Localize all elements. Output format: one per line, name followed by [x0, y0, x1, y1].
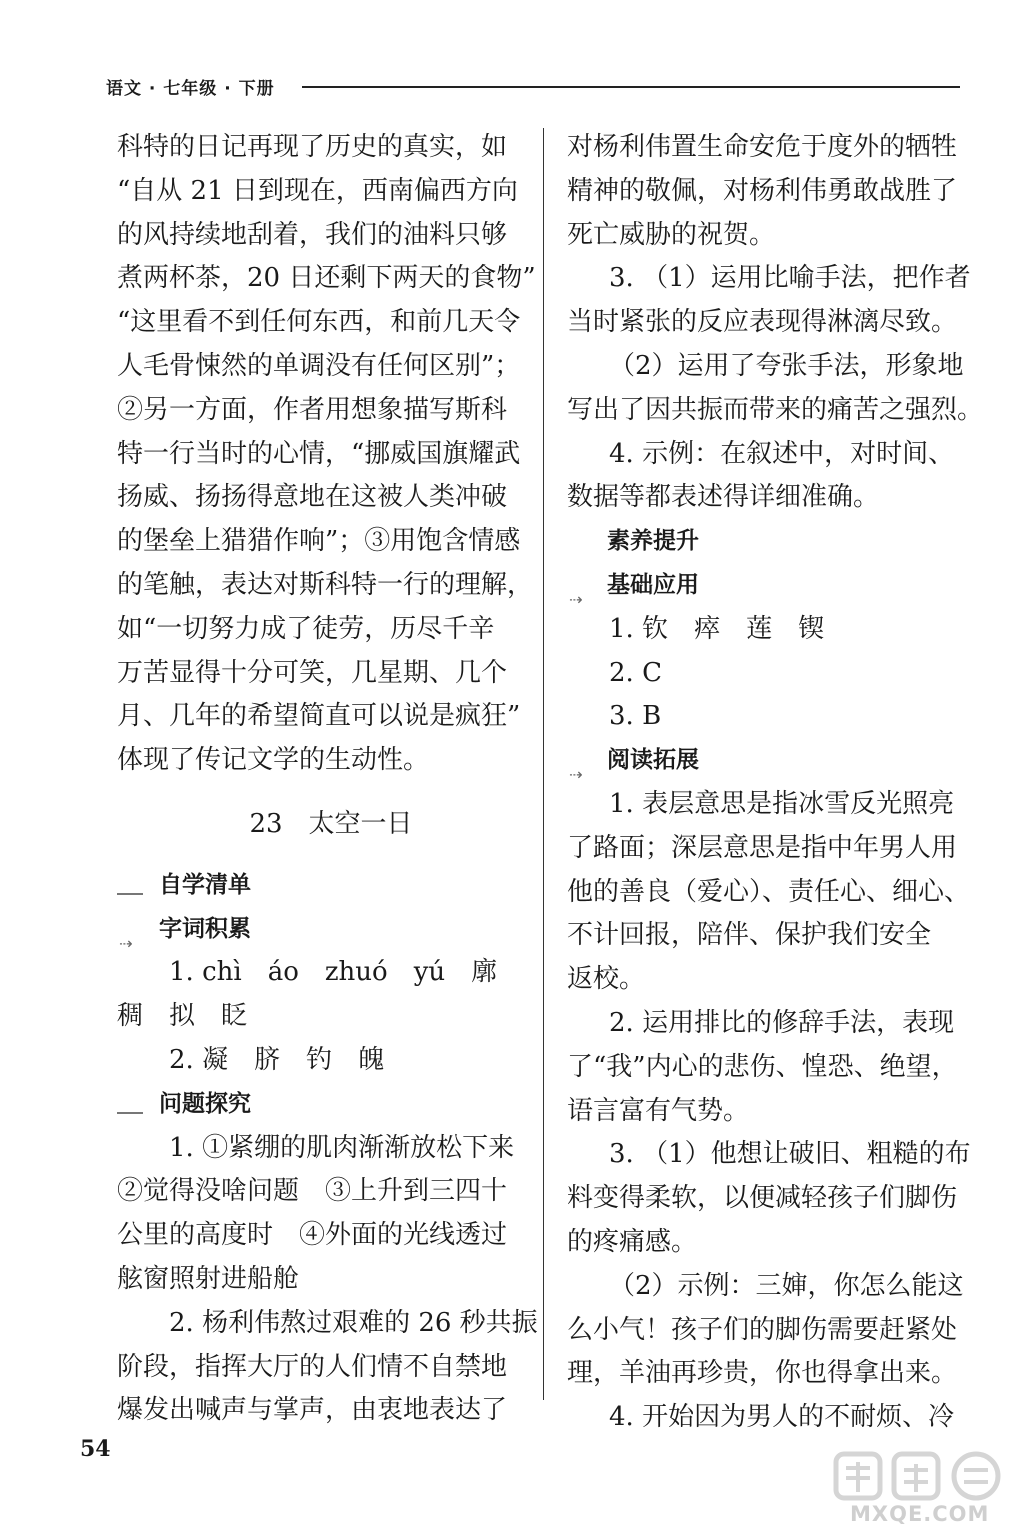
text-line: 精神的敬佩，对杨利伟勇敢战胜了	[567, 175, 958, 206]
text-line: 死亡威胁的祝贺。	[567, 219, 776, 250]
text-line: 返校。	[567, 964, 646, 995]
watermark-logo	[832, 1448, 1008, 1528]
subsection-heading-reading	[567, 739, 977, 783]
text-line: 他的善良（爱心）、责任心、细心、	[567, 876, 971, 907]
subsection-label: 阅读拓展	[607, 747, 699, 774]
text-line: 公里的高度时 ④外面的光线透过	[117, 1220, 508, 1251]
text-line: 1. 表层意思是指冰雪反光照亮	[609, 788, 955, 819]
right-column	[567, 126, 984, 1433]
text-line: “这里看不到任何东西，和前几天令	[117, 307, 521, 338]
text-line: 理，羊油再珍贵，你也得拿出来。	[567, 1358, 958, 1389]
text-line: 万苦显得十分可笑，几星期、几个	[117, 657, 508, 688]
left-column	[117, 126, 538, 1426]
column-divider	[543, 128, 544, 1400]
text-line: 数据等都表述得详细准确。	[567, 482, 880, 513]
page-header	[106, 72, 960, 102]
watermark-text: MXQE.COM	[850, 1502, 990, 1526]
answer-item-e2	[567, 1002, 977, 1133]
text-line: 特一行当时的心情，“挪威国旗耀武	[117, 438, 521, 469]
text-line: 4. 开始因为男人的不耐烦、冷	[609, 1402, 955, 1433]
text-line: 3. （1）他想让破旧、粗糙的布	[609, 1139, 971, 1170]
answer-item: 1. 钦 瘁 莲 锲	[609, 613, 825, 644]
answer-item: 2. C	[609, 657, 662, 688]
text-line: 1. ①紧绷的肌肉渐渐放松下来	[169, 1132, 515, 1163]
section-label: 自学清单	[159, 871, 251, 898]
section-heading-literacy: 素养提升	[607, 528, 699, 555]
answer-item: 3. B	[609, 701, 662, 732]
answer-paragraph-continued	[117, 126, 536, 783]
answer-item-q2	[117, 1302, 538, 1433]
arrow-marker-icon: ⇢	[119, 933, 133, 953]
text-line: 的疼痛感。	[567, 1226, 698, 1257]
text-line: （2）运用了夸张手法，形象地	[609, 350, 964, 381]
answer-item-q4	[567, 433, 977, 521]
answer-item-q2-continued	[567, 126, 977, 257]
text-line: 对杨利伟置生命安危于度外的牺牲	[567, 132, 958, 162]
text-line: 体现了传记文学的生动性。	[117, 745, 430, 776]
subsection-heading-basic	[567, 564, 977, 608]
header-rule	[302, 86, 960, 88]
subsection-label: 字词积累	[159, 915, 251, 942]
lesson-title: 23 太空一日	[249, 808, 413, 839]
answer-item: 1. chì áo zhuó yú 廓	[169, 957, 498, 988]
answer-item-q3	[567, 257, 984, 432]
answer-item: 2. 凝 脐 钓 魄	[169, 1044, 385, 1075]
text-line: 阶段，指挥大厅的人们情不自禁地	[117, 1351, 508, 1382]
text-line: 了“我”内心的悲伤、惶恐、绝望，	[567, 1051, 958, 1082]
subsection-label: 问题探究	[159, 1090, 251, 1117]
text-line: 爆发出喊声与掌声，由衷地表达了	[117, 1395, 508, 1426]
subsection-heading-vocabulary	[117, 908, 525, 952]
text-line: ②觉得没啥问题 ③上升到三四十	[117, 1176, 508, 1207]
text-line: 3. （1）运用比喻手法，把作者	[609, 263, 971, 294]
arrow-marker-icon: ⇢	[569, 589, 583, 609]
section-heading-self-study	[117, 864, 525, 908]
answer-item-e4	[567, 1396, 977, 1440]
text-line: 当时紧张的反应表现得淋漓尽致。	[567, 307, 958, 338]
page-number: 54	[80, 1436, 111, 1462]
text-line: 么小气！孩子们的脚伤需要赶紧处	[567, 1314, 958, 1345]
text-line: 的堡垒上猎猎作响”；③用饱含情感	[117, 526, 521, 557]
text-line: 4. 示例：在叙述中，对时间、	[609, 438, 955, 469]
text-line: 科特的日记再现了历史的真实，如	[117, 132, 508, 162]
text-line: 写出了因共振而带来的痛苦之强烈。	[567, 394, 984, 425]
text-line: 月、几年的希望简直可以说是疯狂”	[117, 701, 521, 732]
subsection-heading-inquiry	[117, 1083, 525, 1127]
section-marker-icon	[117, 1100, 143, 1114]
watermark-emblem-icon	[832, 1448, 1008, 1504]
answer-item-e3	[567, 1133, 977, 1396]
text-line: 的笔触，表达对斯科特一行的理解，	[117, 569, 534, 600]
answer-item-q1	[117, 1127, 525, 1302]
text-line: 扬威、扬扬得意地在这被人类冲破	[117, 482, 508, 513]
text-line: 舷窗照射进船舱	[117, 1263, 300, 1294]
text-line: 如“一切努力成了徒劳，历尽千辛	[117, 613, 495, 644]
section-marker-icon	[117, 881, 143, 895]
text-line: 煮两杯茶，20 日还剩下两天的食物”	[117, 263, 536, 294]
text-line: 不计回报，陪伴、保护我们安全	[567, 920, 932, 951]
text-line: 的风持续地刮着，我们的油料只够	[117, 219, 508, 250]
subsection-label: 基础应用	[607, 571, 699, 598]
text-line: 人毛骨悚然的单调没有任何区别”；	[117, 350, 521, 381]
answer-item-e1	[567, 783, 977, 1002]
answer-item-continued: 稠 拟 眨	[117, 1001, 248, 1032]
text-line: 料变得柔软，以便减轻孩子们脚伤	[567, 1183, 958, 1214]
text-line: （2）示例：三婶，你怎么能这	[609, 1270, 964, 1301]
text-line: ②另一方面，作者用想象描写斯科	[117, 394, 508, 425]
text-line: “自从 21 日到现在，西南偏西方向	[117, 175, 518, 206]
text-line: 了路面；深层意思是指中年男人用	[567, 832, 958, 863]
text-line: 2. 运用排比的修辞手法，表现	[609, 1007, 955, 1038]
text-line: 2. 杨利伟熬过艰难的 26 秒共振	[169, 1307, 538, 1338]
text-line: 语言富有气势。	[567, 1095, 750, 1126]
arrow-marker-icon: ⇢	[569, 765, 583, 785]
header-title: 语文 · 七年级 · 下册	[106, 79, 275, 99]
